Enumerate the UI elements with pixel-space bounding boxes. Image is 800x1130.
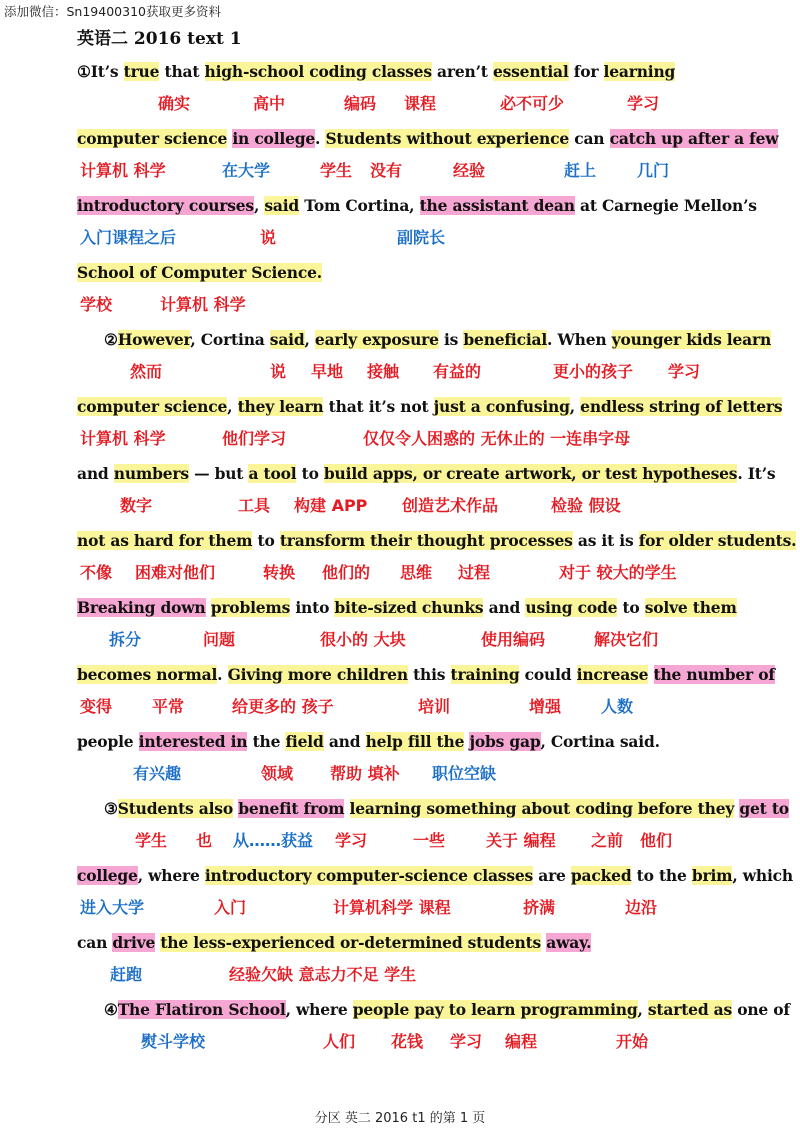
plain-text: , <box>253 196 265 215</box>
plain-text: that <box>159 62 205 81</box>
watermark-text: 添加微信：Sn19400310获取更多资料 <box>4 4 221 19</box>
plain-text: to the <box>631 866 692 885</box>
english-line <box>77 663 775 687</box>
plain-text: — but <box>188 464 249 483</box>
gloss-word: 没有 <box>370 161 403 180</box>
gloss-word: 学生 <box>320 161 353 180</box>
gloss-word: 职位空缺 <box>432 764 497 783</box>
gloss-word: 入门 <box>214 898 247 917</box>
plain-text: to <box>296 464 324 483</box>
gloss-word: 熨斗学校 <box>141 1032 206 1051</box>
highlight-yellow: Giving more children <box>227 665 408 684</box>
chinese-gloss-line <box>0 428 800 450</box>
gloss-word: 使用编码 <box>481 630 546 649</box>
gloss-word: 帮助 填补 <box>330 764 400 783</box>
gloss-word: 高中 <box>253 94 286 113</box>
english-line <box>77 60 675 84</box>
english-line <box>104 797 789 821</box>
gloss-word: 学生 <box>135 831 168 850</box>
highlight-yellow: increase <box>576 665 649 684</box>
highlight-pink: the number of <box>653 665 775 684</box>
highlight-pink: introductory courses <box>77 196 254 215</box>
gloss-word: 入门课程之后 <box>80 228 177 247</box>
chinese-gloss-line <box>0 227 800 249</box>
english-line <box>77 596 737 620</box>
gloss-word: 关于 编程 <box>486 831 556 850</box>
gloss-word: 创造艺术作品 <box>402 496 499 515</box>
highlight-yellow: younger kids learn <box>611 330 772 349</box>
english-line <box>77 127 778 151</box>
plain-text: people <box>77 732 139 751</box>
gloss-word: 花钱 <box>391 1032 424 1051</box>
gloss-word: 他们的 <box>322 563 371 582</box>
highlight-yellow: high-school coding classes <box>204 62 432 81</box>
highlight-yellow: not as hard for them <box>77 531 253 550</box>
english-line <box>77 261 322 285</box>
english-line <box>104 328 771 352</box>
highlight-yellow: training <box>450 665 520 684</box>
gloss-word: 挤满 <box>523 898 556 917</box>
chinese-gloss-line <box>0 160 800 182</box>
gloss-word: 边沿 <box>625 898 658 917</box>
gloss-word: 他们 <box>640 831 673 850</box>
gloss-word: 经验 <box>453 161 486 180</box>
english-line <box>77 730 660 754</box>
chinese-gloss-line <box>0 495 800 517</box>
highlight-yellow: the less-experienced or-determined students <box>160 933 542 952</box>
highlight-pink: drive <box>112 933 156 952</box>
highlight-pink: interested in <box>138 732 248 751</box>
plain-text: to <box>252 531 280 550</box>
plain-text: is <box>438 330 464 349</box>
highlight-yellow: introductory computer-science classes <box>204 866 534 885</box>
gloss-word: 进入大学 <box>80 898 145 917</box>
plain-text: the <box>247 732 286 751</box>
plain-text: aren’t <box>431 62 493 81</box>
chinese-gloss-line <box>0 964 800 986</box>
gloss-word: 副院长 <box>397 228 446 247</box>
gloss-word: 人们 <box>323 1032 356 1051</box>
highlight-yellow: a tool <box>248 464 297 483</box>
plain-text: and <box>483 598 526 617</box>
english-line <box>77 529 796 553</box>
gloss-word: 从……获益 <box>233 831 314 850</box>
english-line <box>77 462 775 486</box>
english-line <box>77 931 591 955</box>
gloss-word: 一些 <box>413 831 446 850</box>
chinese-gloss-line <box>0 696 800 718</box>
plain-text: , where <box>137 866 205 885</box>
chinese-gloss-line <box>0 361 800 383</box>
highlight-yellow: brim <box>691 866 733 885</box>
english-line <box>77 864 793 888</box>
chinese-gloss-line <box>0 763 800 785</box>
gloss-word: 计算机 科学 <box>160 295 246 314</box>
highlight-pink: The Flatiron School <box>117 1000 286 1019</box>
highlight-yellow: becomes normal <box>77 665 218 684</box>
plain-text <box>648 665 653 684</box>
gloss-word: 学习 <box>450 1032 483 1051</box>
plain-text: . When <box>547 330 612 349</box>
plain-text: can <box>569 129 610 148</box>
gloss-word: 培训 <box>418 697 451 716</box>
plain-text: and <box>323 732 366 751</box>
highlight-yellow: problems <box>210 598 291 617</box>
gloss-word: 他们学习 <box>222 429 287 448</box>
gloss-word: 学校 <box>80 295 113 314</box>
chinese-gloss-line <box>0 562 800 584</box>
highlight-yellow: people pay to learn programming <box>352 1000 638 1019</box>
highlight-yellow: learning <box>603 62 676 81</box>
plain-text: . <box>217 665 228 684</box>
highlight-pink: college <box>77 866 138 885</box>
chinese-gloss-line <box>0 830 800 852</box>
gloss-word: 学习 <box>668 362 701 381</box>
gloss-word: 平常 <box>152 697 185 716</box>
highlight-pink: the assistant dean <box>419 196 575 215</box>
gloss-word: 赶跑 <box>110 965 143 984</box>
highlight-yellow: just a confusing <box>433 397 570 416</box>
gloss-word: 有益的 <box>433 362 482 381</box>
gloss-word: 困难对他们 <box>135 563 216 582</box>
document-title: 英语二 2016 text 1 <box>77 29 242 49</box>
highlight-yellow: transform their thought processes <box>279 531 573 550</box>
highlight-yellow: Students also <box>117 799 233 818</box>
plain-text <box>206 598 211 617</box>
gloss-word: 构建 APP <box>294 496 368 515</box>
gloss-word: 拆分 <box>109 630 142 649</box>
gloss-word: 也 <box>196 831 213 850</box>
plain-text: , <box>569 397 581 416</box>
chinese-gloss-line <box>0 294 800 316</box>
gloss-word: 赶上 <box>564 161 597 180</box>
gloss-word: 思维 <box>400 563 433 582</box>
gloss-word: 领域 <box>261 764 294 783</box>
highlight-yellow: learning something about coding before they <box>349 799 735 818</box>
highlight-yellow: endless string of letters <box>580 397 783 416</box>
plain-text: at Carnegie Mellon’s <box>574 196 757 215</box>
highlight-yellow: essential <box>492 62 569 81</box>
highlight-yellow: However <box>117 330 191 349</box>
gloss-word: 问题 <box>203 630 236 649</box>
gloss-word: 对于 较大的学生 <box>559 563 677 582</box>
highlight-pink: get to <box>739 799 789 818</box>
highlight-pink: Breaking down <box>77 598 206 617</box>
highlight-yellow: beneficial <box>463 330 548 349</box>
plain-text: . <box>315 129 326 148</box>
plain-text: . It’s <box>737 464 776 483</box>
chinese-gloss-line <box>0 897 800 919</box>
highlight-yellow: School of Computer Science. <box>77 263 322 282</box>
gloss-word: 在大学 <box>222 161 271 180</box>
highlight-pink: catch up after a few <box>609 129 779 148</box>
gloss-word: 过程 <box>458 563 491 582</box>
gloss-word: 给更多的 孩子 <box>232 697 334 716</box>
gloss-word: 学习 <box>627 94 660 113</box>
gloss-word: 必不可少 <box>500 94 565 113</box>
english-line <box>77 194 757 218</box>
gloss-word: 计算机 科学 <box>80 429 166 448</box>
highlight-yellow: computer science <box>77 397 228 416</box>
plain-text: as it is <box>572 531 639 550</box>
plain-text: , which <box>732 866 793 885</box>
gloss-word: 转换 <box>263 563 296 582</box>
plain-text: , <box>637 1000 648 1019</box>
gloss-word: 经验欠缺 意志力不足 学生 <box>229 965 417 984</box>
plain-text: and <box>77 464 114 483</box>
plain-text: that it’s not <box>323 397 434 416</box>
plain-text: can <box>77 933 113 952</box>
highlight-yellow: said <box>269 330 305 349</box>
plain-text: to <box>617 598 645 617</box>
plain-text: , <box>227 397 238 416</box>
highlight-yellow: numbers <box>113 464 189 483</box>
plain-text: ①It’s <box>77 62 124 81</box>
highlight-yellow: Students without experience <box>325 129 570 148</box>
chinese-gloss-line <box>0 629 800 651</box>
highlight-yellow: for older students. <box>638 531 797 550</box>
gloss-word: 有兴趣 <box>133 764 182 783</box>
plain-text <box>344 799 349 818</box>
gloss-word: 人数 <box>601 697 634 716</box>
highlight-yellow: computer science <box>77 129 228 148</box>
gloss-word: 编程 <box>505 1032 538 1051</box>
highlight-yellow: bite-sized chunks <box>334 598 484 617</box>
gloss-word: 解决它们 <box>594 630 659 649</box>
plain-text: into <box>290 598 335 617</box>
highlight-pink: jobs gap <box>469 732 541 751</box>
highlight-yellow: true <box>123 62 160 81</box>
gloss-word: 开始 <box>616 1032 649 1051</box>
highlight-yellow: build apps, or create artwork, or test hypotheses <box>323 464 738 483</box>
gloss-word: 说 <box>270 362 287 381</box>
highlight-pink: away. <box>546 933 592 952</box>
plain-text: ④ <box>104 1000 118 1019</box>
page-footer: 分区 英二 2016 t1 的第 1 页 <box>314 1111 486 1126</box>
gloss-word: 计算机科学 课程 <box>333 898 451 917</box>
gloss-word: 然而 <box>130 362 163 381</box>
plain-text: , where <box>285 1000 353 1019</box>
highlight-yellow: using code <box>525 598 618 617</box>
gloss-word: 不像 <box>80 563 113 582</box>
plain-text: , Cortina said. <box>540 732 660 751</box>
plain-text: this <box>407 665 451 684</box>
gloss-word: 检验 假设 <box>551 496 621 515</box>
plain-text: ③ <box>104 799 118 818</box>
plain-text: ② <box>104 330 118 349</box>
gloss-word: 工具 <box>238 496 271 515</box>
chinese-gloss-line <box>0 93 800 115</box>
plain-text: for <box>568 62 604 81</box>
gloss-word: 很小的 大块 <box>320 630 406 649</box>
gloss-word: 之前 <box>591 831 624 850</box>
plain-text: could <box>519 665 577 684</box>
highlight-yellow: solve them <box>644 598 737 617</box>
gloss-word: 计算机 科学 <box>80 161 166 180</box>
english-line <box>104 998 790 1022</box>
highlight-yellow: packed <box>570 866 632 885</box>
highlight-pink: in college <box>232 129 316 148</box>
gloss-word: 接触 <box>367 362 400 381</box>
english-line <box>77 395 782 419</box>
gloss-word: 课程 <box>404 94 437 113</box>
plain-text: , <box>304 330 315 349</box>
gloss-word: 仅仅令人困惑的 无休止的 一连串字母 <box>363 429 631 448</box>
highlight-yellow: said <box>264 196 300 215</box>
gloss-word: 说 <box>260 228 277 247</box>
gloss-word: 更小的孩子 <box>553 362 634 381</box>
gloss-word: 变得 <box>80 697 113 716</box>
gloss-word: 确实 <box>158 94 191 113</box>
chinese-gloss-line <box>0 1031 800 1053</box>
plain-text: are <box>533 866 571 885</box>
gloss-word: 编码 <box>344 94 377 113</box>
gloss-word: 学习 <box>335 831 368 850</box>
gloss-word: 早地 <box>311 362 344 381</box>
gloss-word: 增强 <box>529 697 562 716</box>
plain-text: one of <box>732 1000 790 1019</box>
highlight-yellow: early exposure <box>314 330 439 349</box>
highlight-yellow: they learn <box>237 397 324 416</box>
gloss-word: 数字 <box>120 496 153 515</box>
plain-text: Tom Cortina, <box>299 196 420 215</box>
highlight-pink: benefit from <box>238 799 345 818</box>
plain-text: , Cortina <box>190 330 270 349</box>
highlight-yellow: started as <box>647 1000 733 1019</box>
gloss-word: 几门 <box>637 161 670 180</box>
highlight-yellow: field <box>285 732 324 751</box>
highlight-yellow: help fill the <box>365 732 465 751</box>
